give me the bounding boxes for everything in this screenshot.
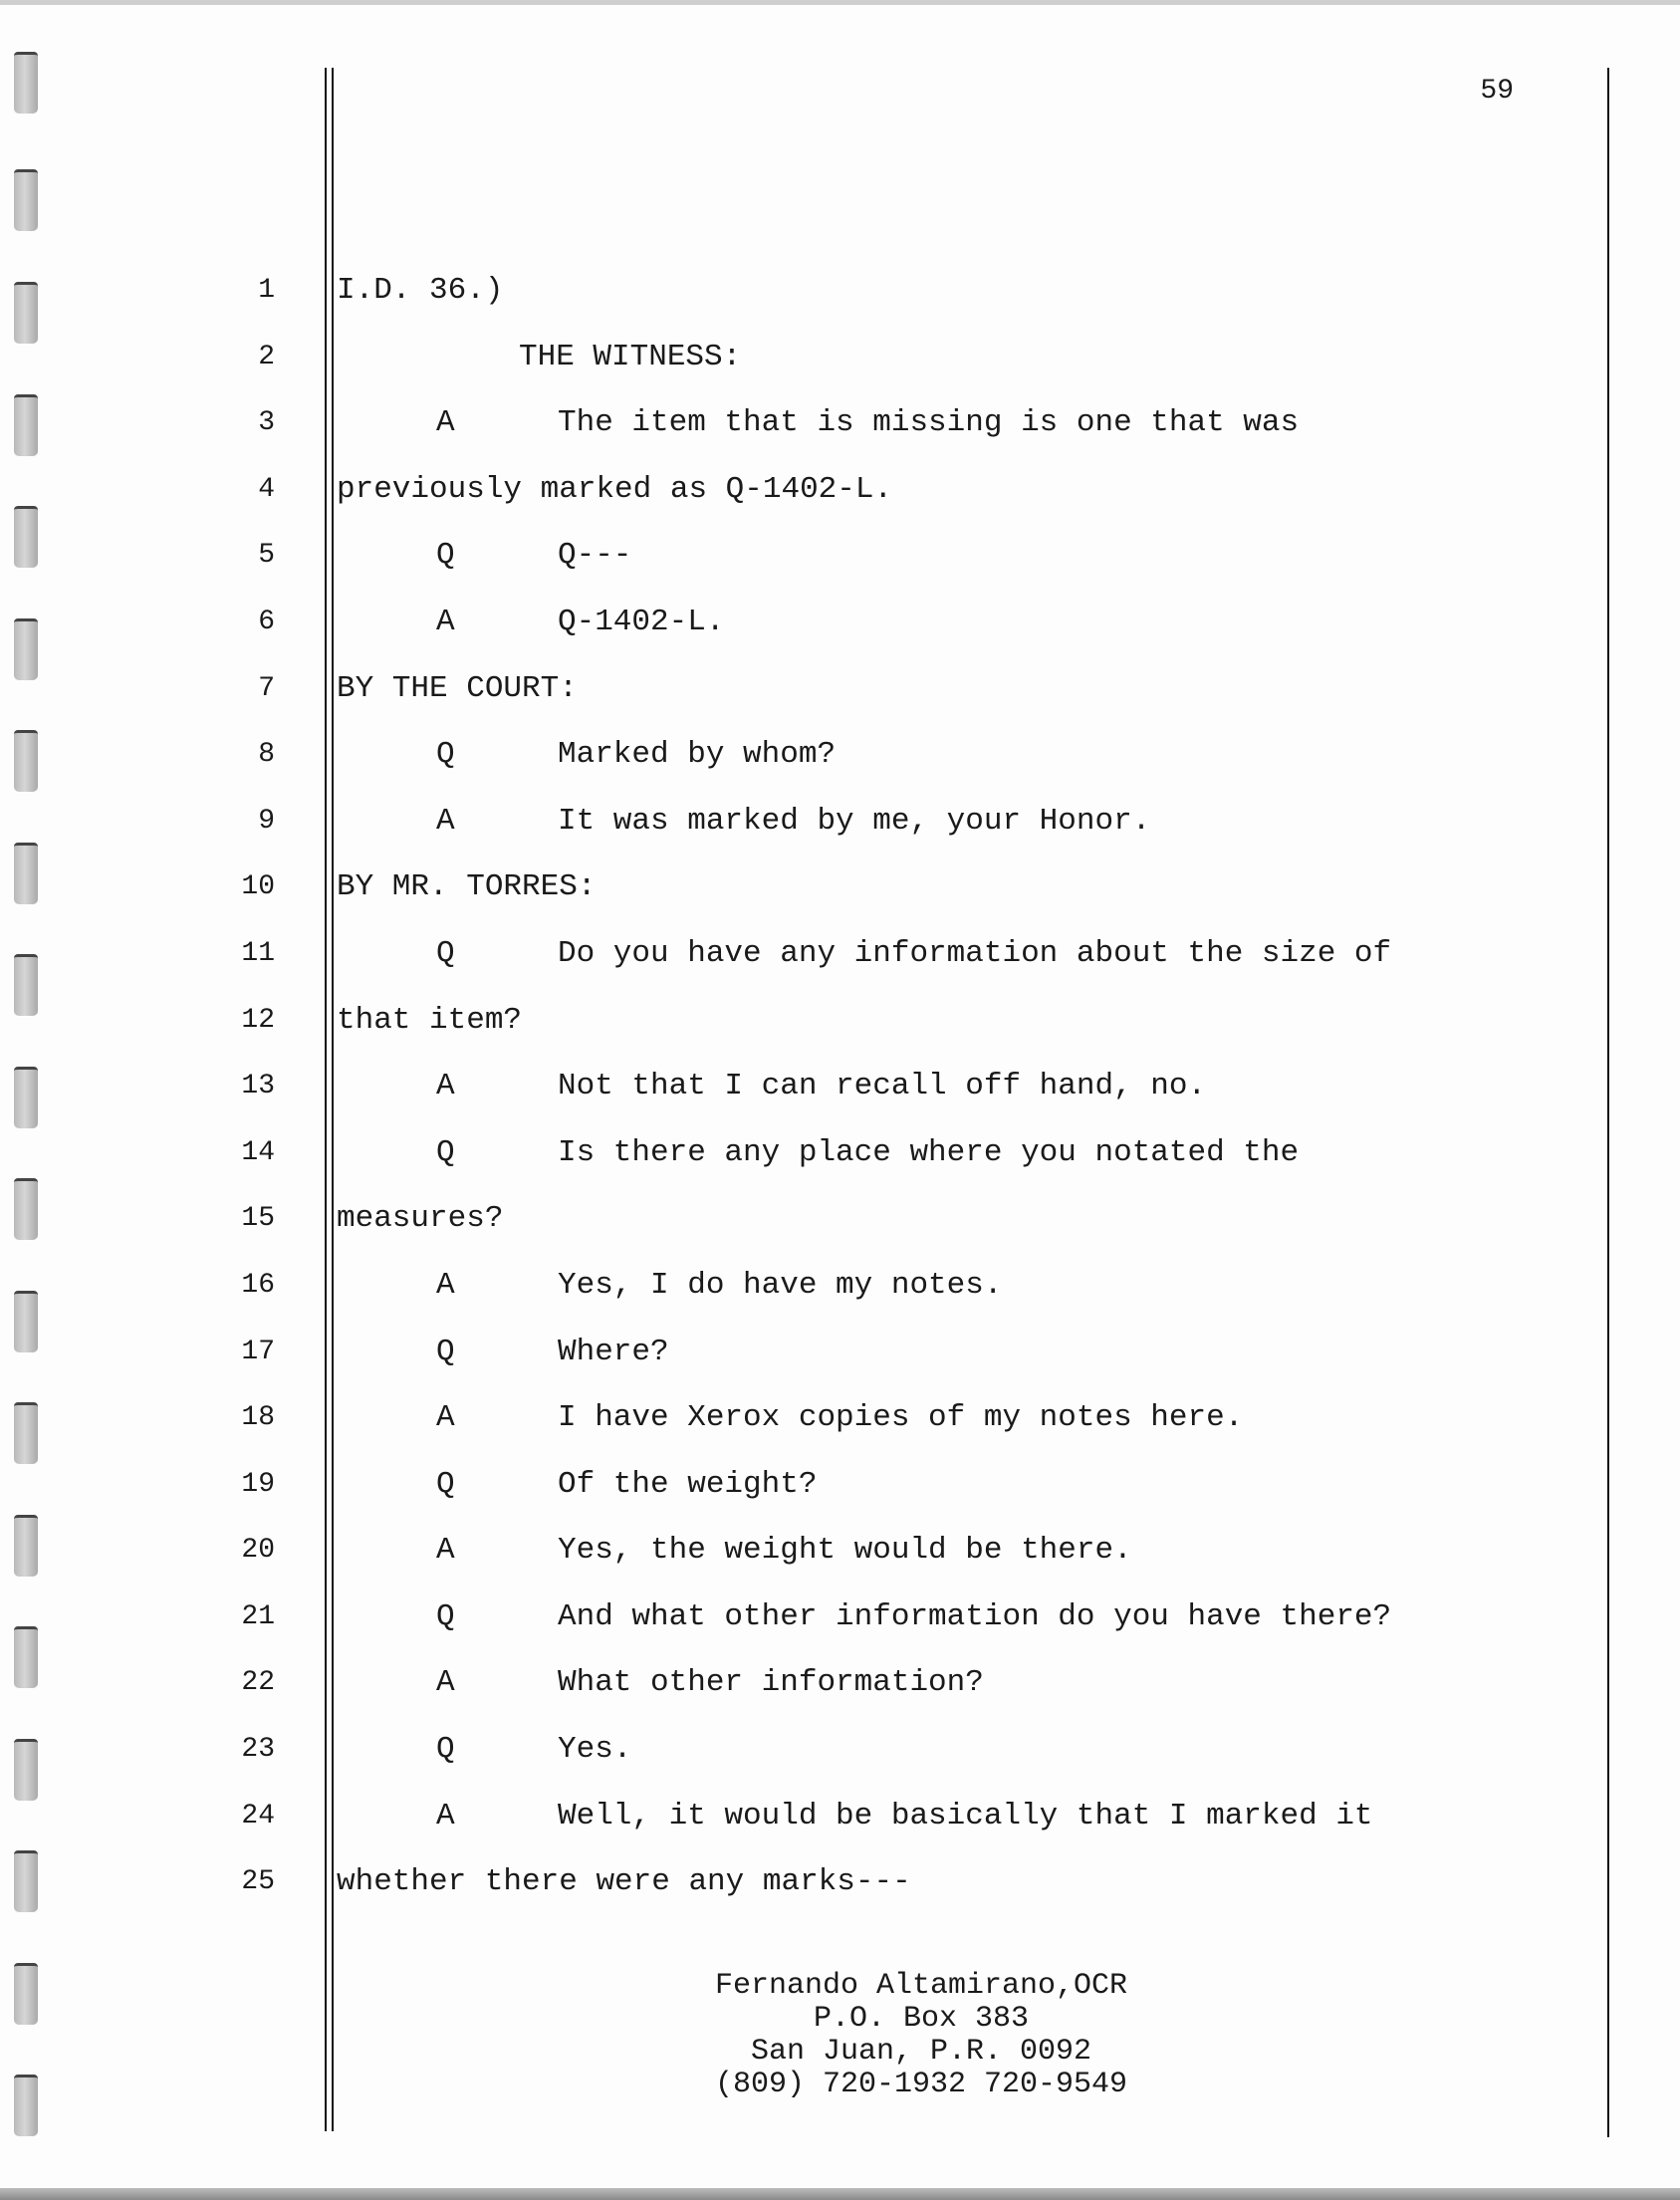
speaker-marker: A <box>436 1400 455 1436</box>
transcript-line-text: THE WITNESS: <box>519 339 742 374</box>
binding-hole-icon <box>14 394 38 456</box>
line-number: 20 <box>241 1535 275 1567</box>
line-number: 2 <box>258 341 275 372</box>
transcript-line-text: Well, it would be basically that I marked it <box>558 1798 1373 1833</box>
transcript-line-text: Q-1402-L. <box>558 604 725 639</box>
transcript-line-text: BY MR. TORRES: <box>337 869 597 905</box>
line-number: 15 <box>241 1203 275 1235</box>
line-number: 14 <box>241 1136 275 1168</box>
transcript-line-text: The item that is missing is one that was <box>558 405 1300 441</box>
transcript-line <box>337 601 1581 667</box>
transcript-line <box>337 932 1581 999</box>
left-margin-rule-inner <box>332 68 334 2131</box>
line-number: 16 <box>241 1269 275 1301</box>
transcript-line-text: Yes. <box>558 1732 632 1768</box>
speaker-marker: A <box>436 405 455 441</box>
binding-hole-icon <box>14 1291 38 1352</box>
binding-hole-icon <box>14 1515 38 1577</box>
line-number: 13 <box>241 1071 275 1102</box>
transcript-line <box>337 1396 1581 1463</box>
transcript-line-text: Q--- <box>558 538 632 574</box>
transcript-line <box>337 800 1581 866</box>
line-number: 25 <box>241 1866 275 1898</box>
line-number: 24 <box>241 1800 275 1832</box>
transcript-line <box>337 336 1581 402</box>
transcript-line-text: BY THE COURT: <box>337 670 578 706</box>
speaker-marker: Q <box>436 737 455 773</box>
binding-hole-icon <box>14 1402 38 1464</box>
transcript-line <box>337 1661 1581 1728</box>
speaker-marker: Q <box>436 935 455 971</box>
transcript-line-text: Where? <box>558 1334 669 1369</box>
transcript-line <box>337 999 1581 1066</box>
transcript-line-text: I.D. 36.) <box>337 273 504 308</box>
transcript-line <box>337 667 1581 734</box>
transcript-line-text: whether there were any marks--- <box>337 1864 911 1900</box>
transcript-line <box>337 1463 1581 1530</box>
line-number: 11 <box>241 937 275 969</box>
binding-hole-icon <box>14 954 38 1016</box>
line-number: 17 <box>241 1336 275 1367</box>
speaker-marker: A <box>436 1798 455 1833</box>
speaker-marker: A <box>436 803 455 839</box>
line-number: 4 <box>258 473 275 505</box>
line-number: 18 <box>241 1402 275 1434</box>
line-number: 19 <box>241 1468 275 1500</box>
line-number: 23 <box>241 1734 275 1766</box>
line-number: 6 <box>258 606 275 637</box>
line-number: 10 <box>241 871 275 903</box>
binding-hole-icon <box>14 52 38 114</box>
transcript-line <box>337 401 1581 468</box>
line-number: 12 <box>241 1004 275 1036</box>
reporter-name: Fernando Altamirano,OCR <box>714 1969 1128 2003</box>
line-number: 22 <box>241 1667 275 1699</box>
transcript-line <box>337 269 1581 336</box>
line-number: 9 <box>258 805 275 837</box>
line-number: 3 <box>258 407 275 439</box>
binding-hole-icon <box>14 2075 38 2136</box>
transcript-line-text: It was marked by me, your Honor. <box>558 803 1151 839</box>
binding-hole-icon <box>14 730 38 792</box>
transcript-line <box>337 1131 1581 1198</box>
transcript-line <box>337 1197 1581 1264</box>
binding-hole-icon <box>14 169 38 231</box>
binding-hole-icon <box>14 1963 38 2025</box>
reporter-address-line-2: San Juan, P.R. 0092 <box>750 2035 1092 2069</box>
reporter-address-line-1: P.O. Box 383 <box>813 2002 1030 2036</box>
speaker-marker: A <box>436 1267 455 1303</box>
binding-hole-icon <box>14 1739 38 1801</box>
transcript-line <box>337 865 1581 932</box>
transcript-line <box>337 1529 1581 1595</box>
transcript-line <box>337 534 1581 601</box>
speaker-marker: A <box>436 1665 455 1701</box>
binding-hole-icon <box>14 1178 38 1240</box>
binding-hole-icon <box>14 506 38 568</box>
transcript-line-text: previously marked as Q-1402-L. <box>337 471 893 507</box>
line-number: 8 <box>258 739 275 771</box>
binding-hole-icon <box>14 1850 38 1912</box>
transcript-line <box>337 1860 1581 1927</box>
transcript-line <box>337 1728 1581 1795</box>
transcript-line <box>337 1065 1581 1131</box>
speaker-marker: Q <box>436 1598 455 1634</box>
binding-hole-icon <box>14 282 38 344</box>
left-margin-rule <box>325 68 327 2131</box>
binding-hole-icon <box>14 618 38 680</box>
reporter-phone-numbers: (809) 720-1932 720-9549 <box>714 2068 1128 2101</box>
speaker-marker: A <box>436 1533 455 1569</box>
transcript-line-text: that item? <box>337 1002 523 1038</box>
speaker-marker: A <box>436 604 455 639</box>
binding-hole-icon <box>14 843 38 904</box>
top-page-edge <box>0 0 1680 5</box>
transcript-line-text: Yes, I do have my notes. <box>558 1267 1003 1303</box>
speaker-marker: Q <box>436 1334 455 1369</box>
line-number: 21 <box>241 1600 275 1632</box>
right-margin-rule <box>1607 68 1609 2137</box>
transcript-line-text: And what other information do you have there? <box>558 1598 1392 1634</box>
speaker-marker: A <box>436 1069 455 1104</box>
transcript-line-text: I have Xerox copies of my notes here. <box>558 1400 1244 1436</box>
transcript-body <box>337 269 1581 1927</box>
page-number: 59 <box>1480 76 1514 107</box>
transcript-line <box>337 468 1581 535</box>
transcript-line <box>337 1331 1581 1397</box>
speaker-marker: Q <box>436 1134 455 1170</box>
transcript-line <box>337 1595 1581 1662</box>
speaker-marker: Q <box>436 538 455 574</box>
line-number: 1 <box>258 275 275 306</box>
transcript-line-text: What other information? <box>558 1665 984 1701</box>
speaker-marker: Q <box>436 1732 455 1768</box>
line-number: 5 <box>258 540 275 572</box>
speaker-marker: Q <box>436 1466 455 1502</box>
transcript-line-text: Do you have any information about the size of <box>558 935 1392 971</box>
transcript-line-text: Yes, the weight would be there. <box>558 1533 1132 1569</box>
transcript-line <box>337 1264 1581 1331</box>
line-number: 7 <box>258 672 275 704</box>
binding-hole-icon <box>14 1626 38 1688</box>
transcript-line-text: Marked by whom? <box>558 737 837 773</box>
line-number-column <box>199 269 279 1927</box>
transcript-line <box>337 1795 1581 1861</box>
transcript-line-text: Of the weight? <box>558 1466 818 1502</box>
transcript-line-text: Not that I can recall off hand, no. <box>558 1069 1207 1104</box>
binding-hole-icon <box>14 1067 38 1128</box>
transcript-line-text: Is there any place where you notated the <box>558 1134 1300 1170</box>
binding-holes <box>0 0 60 2200</box>
transcript-line <box>337 733 1581 800</box>
transcript-line-text: measures? <box>337 1201 504 1237</box>
reporter-footer <box>568 1970 1275 2101</box>
bottom-page-edge <box>0 2188 1680 2200</box>
